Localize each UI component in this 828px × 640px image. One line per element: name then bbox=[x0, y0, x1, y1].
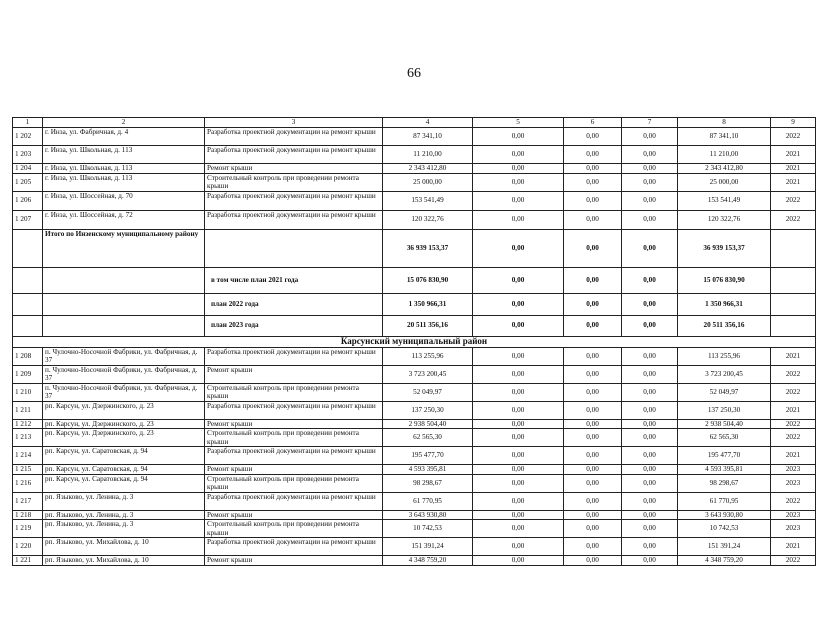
value-cell-c7: 0,00 bbox=[622, 347, 678, 365]
address-cell: рп. Языково, ул. Ленина, д. 3 bbox=[43, 520, 205, 538]
row-number: 1 219 bbox=[13, 520, 43, 538]
work-type-cell: Ремонт крыши bbox=[205, 510, 383, 520]
value-cell-c4: 2 938 504,40 bbox=[383, 419, 473, 429]
value-cell-c5: 0,00 bbox=[473, 510, 564, 520]
plan-c8: 20 511 356,16 bbox=[678, 315, 771, 336]
value-cell-c4: 137 250,30 bbox=[383, 401, 473, 419]
work-type-cell: Разработка проектной документации на ремонт крыши bbox=[205, 210, 383, 229]
value-cell-c9: 2022 bbox=[771, 365, 816, 383]
address-cell: г. Инза, ул. Школьная, д. 113 bbox=[43, 146, 205, 164]
header-cell: 1 bbox=[13, 118, 43, 128]
address-cell: рп. Карсун, ул. Дзержинского, д. 23 bbox=[43, 429, 205, 447]
value-cell-c9: 2022 bbox=[771, 492, 816, 510]
value-cell-c6: 0,00 bbox=[564, 465, 622, 475]
empty-cell bbox=[771, 293, 816, 315]
work-type-cell: Разработка проектной документации на ремонт крыши bbox=[205, 146, 383, 164]
value-cell-c9: 2021 bbox=[771, 173, 816, 191]
value-cell-c6: 0,00 bbox=[564, 164, 622, 174]
value-cell-c5: 0,00 bbox=[473, 447, 564, 465]
value-cell-c7: 0,00 bbox=[622, 173, 678, 191]
plan-c7: 0,00 bbox=[622, 267, 678, 293]
address-cell: г. Инза, ул. Шоссейная, д. 72 bbox=[43, 210, 205, 229]
plan-c8: 15 076 830,90 bbox=[678, 267, 771, 293]
value-cell-c9: 2022 bbox=[771, 191, 816, 210]
value-cell-c5: 0,00 bbox=[473, 401, 564, 419]
value-cell-c8: 11 210,00 bbox=[678, 146, 771, 164]
work-type-cell: Ремонт крыши bbox=[205, 419, 383, 429]
work-type-cell: Разработка проектной документации на ремонт крыши bbox=[205, 191, 383, 210]
row-number: 1 212 bbox=[13, 419, 43, 429]
value-cell-c5: 0,00 bbox=[473, 164, 564, 174]
plan-label: в том числе план 2021 года bbox=[205, 267, 383, 293]
value-cell-c9: 2021 bbox=[771, 401, 816, 419]
value-cell-c6: 0,00 bbox=[564, 347, 622, 365]
value-cell-c4: 61 770,95 bbox=[383, 492, 473, 510]
value-cell-c4: 153 541,49 bbox=[383, 191, 473, 210]
value-cell-c6: 0,00 bbox=[564, 365, 622, 383]
row-number: 1 221 bbox=[13, 556, 43, 566]
header-cell: 3 bbox=[205, 118, 383, 128]
value-cell-c5: 0,00 bbox=[473, 429, 564, 447]
value-cell-c7: 0,00 bbox=[622, 474, 678, 492]
value-cell-c5: 0,00 bbox=[473, 556, 564, 566]
value-cell-c4: 62 565,30 bbox=[383, 429, 473, 447]
table-row bbox=[13, 146, 816, 164]
table-row bbox=[13, 419, 816, 429]
value-cell-c4: 25 000,00 bbox=[383, 173, 473, 191]
work-type-cell: Разработка проектной документации на ремонт крыши bbox=[205, 347, 383, 365]
header-cell: 9 bbox=[771, 118, 816, 128]
value-cell-c8: 98 298,67 bbox=[678, 474, 771, 492]
address-cell: г. Инза, ул. Школьная, д. 113 bbox=[43, 164, 205, 174]
row-number: 1 211 bbox=[13, 401, 43, 419]
value-cell-c6: 0,00 bbox=[564, 419, 622, 429]
value-cell-c9: 2023 bbox=[771, 465, 816, 475]
value-cell-c8: 137 250,30 bbox=[678, 401, 771, 419]
value-cell-c4: 120 322,76 bbox=[383, 210, 473, 229]
value-cell-c5: 0,00 bbox=[473, 128, 564, 146]
row-number: 1 203 bbox=[13, 146, 43, 164]
value-cell-c7: 0,00 bbox=[622, 538, 678, 556]
value-cell-c6: 0,00 bbox=[564, 210, 622, 229]
value-cell-c8: 4 593 395,81 bbox=[678, 465, 771, 475]
value-cell-c4: 3 723 200,45 bbox=[383, 365, 473, 383]
header-cell: 7 bbox=[622, 118, 678, 128]
value-cell-c5: 0,00 bbox=[473, 347, 564, 365]
address-cell: г. Инза, ул. Школьная, д. 113 bbox=[43, 173, 205, 191]
row-number: 1 205 bbox=[13, 173, 43, 191]
row-number: 1 218 bbox=[13, 510, 43, 520]
header-cell: 5 bbox=[473, 118, 564, 128]
value-cell-c8: 2 343 412,80 bbox=[678, 164, 771, 174]
value-cell-c5: 0,00 bbox=[473, 146, 564, 164]
work-type-cell: Строительный контроль при проведении ремонта крыши bbox=[205, 474, 383, 492]
value-cell-c5: 0,00 bbox=[473, 365, 564, 383]
plan-c4: 15 076 830,90 bbox=[383, 267, 473, 293]
address-cell: рп. Карсун, ул. Дзержинского, д. 23 bbox=[43, 401, 205, 419]
table-row bbox=[13, 492, 816, 510]
work-type-cell: Ремонт крыши bbox=[205, 465, 383, 475]
value-cell-c6: 0,00 bbox=[564, 520, 622, 538]
value-cell-c8: 62 565,30 bbox=[678, 429, 771, 447]
value-cell-c4: 10 742,53 bbox=[383, 520, 473, 538]
value-cell-c5: 0,00 bbox=[473, 520, 564, 538]
value-cell-c8: 2 938 504,40 bbox=[678, 419, 771, 429]
value-cell-c4: 87 341,10 bbox=[383, 128, 473, 146]
row-number: 1 214 bbox=[13, 447, 43, 465]
empty-cell bbox=[771, 267, 816, 293]
value-cell-c5: 0,00 bbox=[473, 492, 564, 510]
table-row bbox=[13, 191, 816, 210]
plan-c5: 0,00 bbox=[473, 315, 564, 336]
plan-c8: 1 350 966,31 bbox=[678, 293, 771, 315]
work-type-cell: Строительный контроль при проведении ремонта крыши bbox=[205, 520, 383, 538]
plan-c7: 0,00 bbox=[622, 315, 678, 336]
plan-label: план 2022 года bbox=[205, 293, 383, 315]
value-cell-c8: 3 643 930,80 bbox=[678, 510, 771, 520]
value-cell-c8: 4 348 759,20 bbox=[678, 556, 771, 566]
work-type-cell: Ремонт крыши bbox=[205, 556, 383, 566]
value-cell-c5: 0,00 bbox=[473, 419, 564, 429]
value-cell-c5: 0,00 bbox=[473, 210, 564, 229]
value-cell-c9: 2022 bbox=[771, 556, 816, 566]
value-cell-c4: 52 049,97 bbox=[383, 383, 473, 401]
value-cell-c6: 0,00 bbox=[564, 474, 622, 492]
address-cell: рп. Карсун, ул. Дзержинского, д. 23 bbox=[43, 419, 205, 429]
value-cell-c6: 0,00 bbox=[564, 447, 622, 465]
address-cell: п. Чулочно-Носочной Фабрики, ул. Фабричная, д. 37 bbox=[43, 365, 205, 383]
plan-c6: 0,00 bbox=[564, 315, 622, 336]
value-cell-c7: 0,00 bbox=[622, 492, 678, 510]
table-row bbox=[13, 365, 816, 383]
value-cell-c6: 0,00 bbox=[564, 556, 622, 566]
address-cell: рп. Карсун, ул. Саратовская, д. 94 bbox=[43, 474, 205, 492]
section-row bbox=[13, 336, 816, 347]
row-number: 1 206 bbox=[13, 191, 43, 210]
row-number: 1 209 bbox=[13, 365, 43, 383]
empty-cell bbox=[205, 229, 383, 267]
work-type-cell: Ремонт крыши bbox=[205, 365, 383, 383]
table-row bbox=[13, 383, 816, 401]
total-c5: 0,00 bbox=[473, 229, 564, 267]
work-type-cell: Разработка проектной документации на ремонт крыши bbox=[205, 128, 383, 146]
table-row bbox=[13, 474, 816, 492]
value-cell-c7: 0,00 bbox=[622, 510, 678, 520]
value-cell-c7: 0,00 bbox=[622, 191, 678, 210]
work-type-cell: Разработка проектной документации на ремонт крыши bbox=[205, 538, 383, 556]
value-cell-c5: 0,00 bbox=[473, 465, 564, 475]
value-cell-c4: 2 343 412,80 bbox=[383, 164, 473, 174]
empty-cell bbox=[43, 267, 205, 293]
value-cell-c5: 0,00 bbox=[473, 173, 564, 191]
value-cell-c9: 2021 bbox=[771, 538, 816, 556]
plan-label: план 2023 года bbox=[205, 315, 383, 336]
address-cell: г. Инза, ул. Фабричная, д. 4 bbox=[43, 128, 205, 146]
row-number: 1 204 bbox=[13, 164, 43, 174]
total-label: Итого по Инзенскому муниципальному району bbox=[43, 229, 205, 267]
table-row bbox=[13, 465, 816, 475]
value-cell-c9: 2021 bbox=[771, 146, 816, 164]
page-number: 66 bbox=[407, 66, 421, 81]
value-cell-c9: 2022 bbox=[771, 429, 816, 447]
table-row bbox=[13, 510, 816, 520]
value-cell-c8: 153 541,49 bbox=[678, 191, 771, 210]
value-cell-c8: 151 391,24 bbox=[678, 538, 771, 556]
value-cell-c6: 0,00 bbox=[564, 401, 622, 419]
table-row bbox=[13, 447, 816, 465]
header-row bbox=[13, 118, 816, 128]
section-title: Карсунский муниципальный район bbox=[13, 336, 816, 347]
value-cell-c6: 0,00 bbox=[564, 429, 622, 447]
work-type-cell: Ремонт крыши bbox=[205, 164, 383, 174]
empty-cell bbox=[13, 315, 43, 336]
value-cell-c4: 3 643 930,80 bbox=[383, 510, 473, 520]
value-cell-c9: 2021 bbox=[771, 347, 816, 365]
plan-c5: 0,00 bbox=[473, 267, 564, 293]
total-c7: 0,00 bbox=[622, 229, 678, 267]
work-type-cell: Строительный контроль при проведении ремонта крыши bbox=[205, 429, 383, 447]
plan-c6: 0,00 bbox=[564, 267, 622, 293]
plan-row bbox=[13, 315, 816, 336]
value-cell-c9: 2023 bbox=[771, 520, 816, 538]
plan-row bbox=[13, 267, 816, 293]
value-cell-c9: 2023 bbox=[771, 474, 816, 492]
value-cell-c4: 151 391,24 bbox=[383, 538, 473, 556]
value-cell-c7: 0,00 bbox=[622, 429, 678, 447]
row-number: 1 202 bbox=[13, 128, 43, 146]
table-row bbox=[13, 173, 816, 191]
value-cell-c7: 0,00 bbox=[622, 401, 678, 419]
row-number: 1 220 bbox=[13, 538, 43, 556]
value-cell-c4: 4 348 759,20 bbox=[383, 556, 473, 566]
row-number: 1 210 bbox=[13, 383, 43, 401]
value-cell-c8: 87 341,10 bbox=[678, 128, 771, 146]
value-cell-c9: 2021 bbox=[771, 164, 816, 174]
address-cell: рп. Языково, ул. Михайлова, д. 10 bbox=[43, 538, 205, 556]
value-cell-c6: 0,00 bbox=[564, 492, 622, 510]
address-cell: рп. Карсун, ул. Саратовская, д. 94 bbox=[43, 465, 205, 475]
value-cell-c7: 0,00 bbox=[622, 146, 678, 164]
value-cell-c6: 0,00 bbox=[564, 383, 622, 401]
empty-cell bbox=[43, 293, 205, 315]
value-cell-c5: 0,00 bbox=[473, 191, 564, 210]
value-cell-c5: 0,00 bbox=[473, 383, 564, 401]
value-cell-c9: 2022 bbox=[771, 383, 816, 401]
empty-cell bbox=[13, 267, 43, 293]
plan-c6: 0,00 bbox=[564, 293, 622, 315]
value-cell-c7: 0,00 bbox=[622, 556, 678, 566]
work-type-cell: Разработка проектной документации на ремонт крыши bbox=[205, 492, 383, 510]
address-cell: п. Чулочно-Носочной Фабрики, ул. Фабричная, д. 37 bbox=[43, 347, 205, 365]
work-type-cell: Разработка проектной документации на ремонт крыши bbox=[205, 447, 383, 465]
value-cell-c4: 98 298,67 bbox=[383, 474, 473, 492]
address-cell: рп. Языково, ул. Ленина, д. 3 bbox=[43, 492, 205, 510]
value-cell-c8: 61 770,95 bbox=[678, 492, 771, 510]
work-type-cell: Разработка проектной документации на ремонт крыши bbox=[205, 401, 383, 419]
plan-row bbox=[13, 293, 816, 315]
value-cell-c4: 113 255,96 bbox=[383, 347, 473, 365]
value-cell-c7: 0,00 bbox=[622, 365, 678, 383]
row-number: 1 213 bbox=[13, 429, 43, 447]
work-type-cell: Строительный контроль при проведении ремонта крыши bbox=[205, 383, 383, 401]
value-cell-c4: 4 593 395,81 bbox=[383, 465, 473, 475]
value-cell-c6: 0,00 bbox=[564, 191, 622, 210]
table-row bbox=[13, 210, 816, 229]
plan-c4: 20 511 356,16 bbox=[383, 315, 473, 336]
value-cell-c8: 52 049,97 bbox=[678, 383, 771, 401]
header-cell: 4 bbox=[383, 118, 473, 128]
empty-cell bbox=[13, 293, 43, 315]
total-c8: 36 939 153,37 bbox=[678, 229, 771, 267]
header-cell: 8 bbox=[678, 118, 771, 128]
value-cell-c6: 0,00 bbox=[564, 146, 622, 164]
plan-c5: 0,00 bbox=[473, 293, 564, 315]
header-cell: 2 bbox=[43, 118, 205, 128]
value-cell-c7: 0,00 bbox=[622, 164, 678, 174]
table-row bbox=[13, 538, 816, 556]
header-cell: 6 bbox=[564, 118, 622, 128]
plan-c7: 0,00 bbox=[622, 293, 678, 315]
address-cell: рп. Языково, ул. Михайлова, д. 10 bbox=[43, 556, 205, 566]
value-cell-c9: 2021 bbox=[771, 447, 816, 465]
value-cell-c7: 0,00 bbox=[622, 383, 678, 401]
address-cell: рп. Карсун, ул. Саратовская, д. 94 bbox=[43, 447, 205, 465]
value-cell-c9: 2023 bbox=[771, 510, 816, 520]
value-cell-c6: 0,00 bbox=[564, 510, 622, 520]
value-cell-c6: 0,00 bbox=[564, 128, 622, 146]
value-cell-c9: 2022 bbox=[771, 419, 816, 429]
value-cell-c9: 2022 bbox=[771, 210, 816, 229]
row-number: 1 216 bbox=[13, 474, 43, 492]
value-cell-c6: 0,00 bbox=[564, 538, 622, 556]
value-cell-c7: 0,00 bbox=[622, 128, 678, 146]
value-cell-c4: 11 210,00 bbox=[383, 146, 473, 164]
row-number: 1 217 bbox=[13, 492, 43, 510]
empty-cell bbox=[43, 315, 205, 336]
value-cell-c7: 0,00 bbox=[622, 419, 678, 429]
repair-program-table bbox=[12, 117, 816, 566]
total-row bbox=[13, 229, 816, 267]
table-row bbox=[13, 347, 816, 365]
value-cell-c8: 10 742,53 bbox=[678, 520, 771, 538]
value-cell-c8: 3 723 200,45 bbox=[678, 365, 771, 383]
plan-c4: 1 350 966,31 bbox=[383, 293, 473, 315]
table-row bbox=[13, 128, 816, 146]
value-cell-c7: 0,00 bbox=[622, 447, 678, 465]
table-row bbox=[13, 429, 816, 447]
empty-cell bbox=[771, 315, 816, 336]
value-cell-c5: 0,00 bbox=[473, 474, 564, 492]
value-cell-c7: 0,00 bbox=[622, 520, 678, 538]
address-cell: г. Инза, ул. Шоссейная, д. 70 bbox=[43, 191, 205, 210]
value-cell-c7: 0,00 bbox=[622, 465, 678, 475]
table-row bbox=[13, 520, 816, 538]
address-cell: п. Чулочно-Носочной Фабрики, ул. Фабричная, д. 37 bbox=[43, 383, 205, 401]
table-row bbox=[13, 401, 816, 419]
value-cell-c8: 113 255,96 bbox=[678, 347, 771, 365]
total-c6: 0,00 bbox=[564, 229, 622, 267]
empty-cell bbox=[13, 229, 43, 267]
row-number: 1 215 bbox=[13, 465, 43, 475]
empty-cell bbox=[771, 229, 816, 267]
value-cell-c8: 195 477,70 bbox=[678, 447, 771, 465]
address-cell: рп. Языково, ул. Ленина, д. 3 bbox=[43, 510, 205, 520]
row-number: 1 207 bbox=[13, 210, 43, 229]
total-c4: 36 939 153,37 bbox=[383, 229, 473, 267]
table-row bbox=[13, 164, 816, 174]
value-cell-c8: 25 000,00 bbox=[678, 173, 771, 191]
value-cell-c4: 195 477,70 bbox=[383, 447, 473, 465]
value-cell-c6: 0,00 bbox=[564, 173, 622, 191]
value-cell-c7: 0,00 bbox=[622, 210, 678, 229]
table-row bbox=[13, 556, 816, 566]
value-cell-c9: 2022 bbox=[771, 128, 816, 146]
value-cell-c5: 0,00 bbox=[473, 538, 564, 556]
value-cell-c8: 120 322,76 bbox=[678, 210, 771, 229]
work-type-cell: Строительный контроль при проведении ремонта крыши bbox=[205, 173, 383, 191]
row-number: 1 208 bbox=[13, 347, 43, 365]
